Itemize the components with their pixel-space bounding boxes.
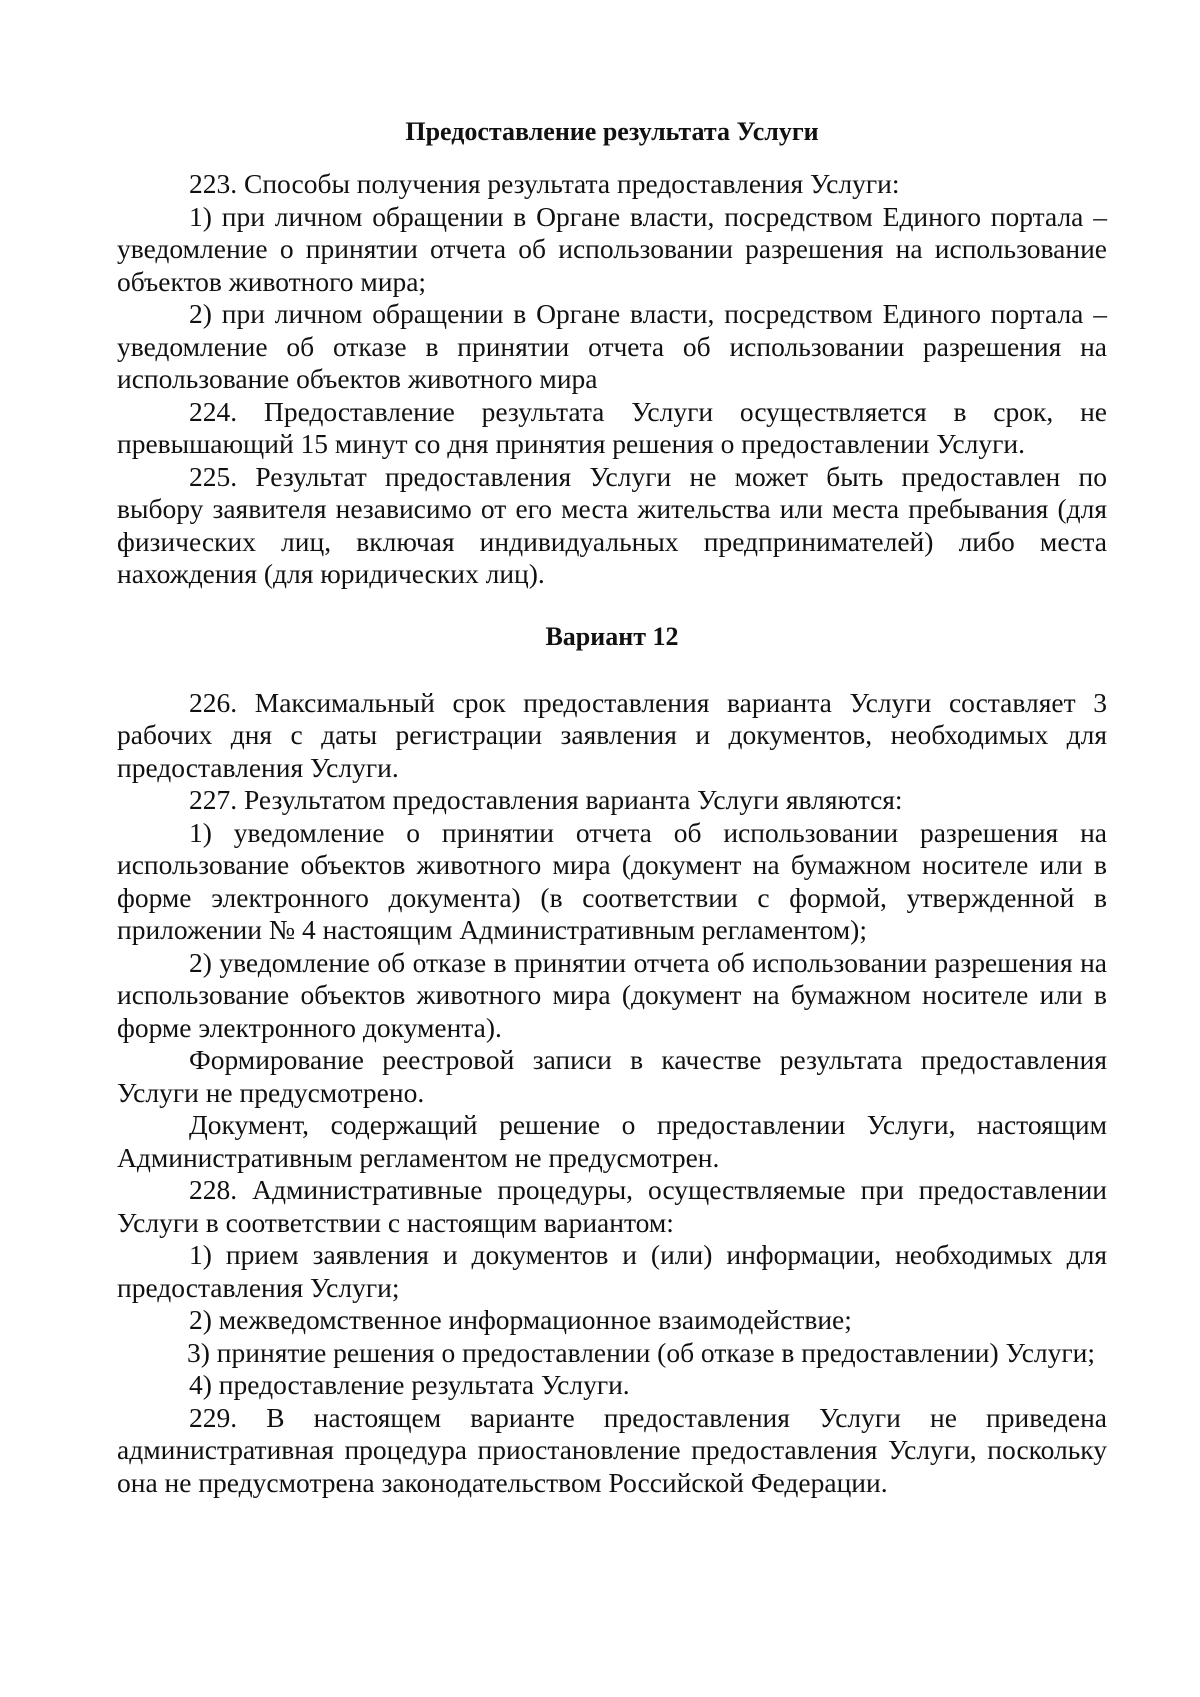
- paragraph: 1) при личном обращении в Органе власти, посредством Единого портала – уведомление о принятии отчета об использовании разрешения на использование объектов животного мира;: [117, 200, 1107, 297]
- paragraph: 2) при личном обращении в Органе власти, посредством Единого портала – уведомление об отказе в принятии отчета об использовании разрешения на использование объектов животного мира: [117, 298, 1107, 394]
- section-title: Вариант 12: [545, 621, 679, 651]
- list-item-text: принятие решения о предоставлении (об отказе в предоставлении) Услуги;: [216, 1336, 1096, 1368]
- list-item-number: 3): [187, 1336, 210, 1368]
- paragraph: 229. В настоящем варианте предоставления Услуги не приведена административная процедура приостановление предоставления Услуги, поскольку она не предусмотрена законодательством Российской Федерации.: [117, 1401, 1107, 1498]
- section-body: [117, 687, 1107, 1500]
- section-title: Предоставление результата Услуги: [405, 117, 819, 146]
- paragraph: 226. Максимальный срок предоставления варианта Услуги составляет 3 рабочих дня с даты регистрации заявления и документов, необходимых для предоставления Услуги.: [117, 686, 1107, 783]
- paragraph: Документ, содержащий решение о предоставлении Услуги, настоящим Административным регламентом не предусмотрен.: [117, 1109, 1107, 1173]
- paragraph: 224. Предоставление результата Услуги осуществляется в срок, не превышающий 15 минут со дня принятия решения о предоставлении Услуги.: [117, 395, 1107, 459]
- document-page: [117, 0, 1107, 1499]
- paragraph: 228. Административные процедуры, осуществляемые при предоставлении Услуги в соответствии с настоящим вариантом:: [117, 1174, 1107, 1238]
- section-body: [117, 168, 1107, 591]
- paragraph: 4) предоставление результата Услуги.: [189, 1369, 630, 1400]
- paragraph: 1) прием заявления и документов и (или) информации, необходимых для предоставления Услуги;: [117, 1239, 1107, 1303]
- paragraph: 225. Результат предоставления Услуги не может быть предоставлен по выбору заявителя независимо от его места жительства или места пребывания (для физических лиц, включая индивидуальных предпринимателей) либо места нахождения (для юридических лиц).: [117, 460, 1107, 589]
- paragraph: Формирование реестровой записи в качестве результата предоставления Услуги не предусмотрено.: [117, 1044, 1107, 1108]
- paragraph: 227. Результатом предоставления варианта Услуги являются:: [189, 784, 903, 815]
- list-item-hanging: [117, 1337, 1107, 1370]
- paragraph: 223. Способы получения результата предоставления Услуги:: [189, 168, 900, 199]
- paragraph: 2) межведомственное информационное взаимодействие;: [189, 1304, 852, 1335]
- paragraph: 1) уведомление о принятии отчета об использовании разрешения на использование объектов животного мира (документ на бумажном носителе или в форме электронного документа) (в соответствии с формой, утвержденной в приложении № 4 настоящим Административным регламентом);: [117, 816, 1107, 945]
- paragraph: 2) уведомление об отказе в принятии отчета об использовании разрешения на использование объектов животного мира (документ на бумажном носителе или в форме электронного документа).: [117, 946, 1107, 1043]
